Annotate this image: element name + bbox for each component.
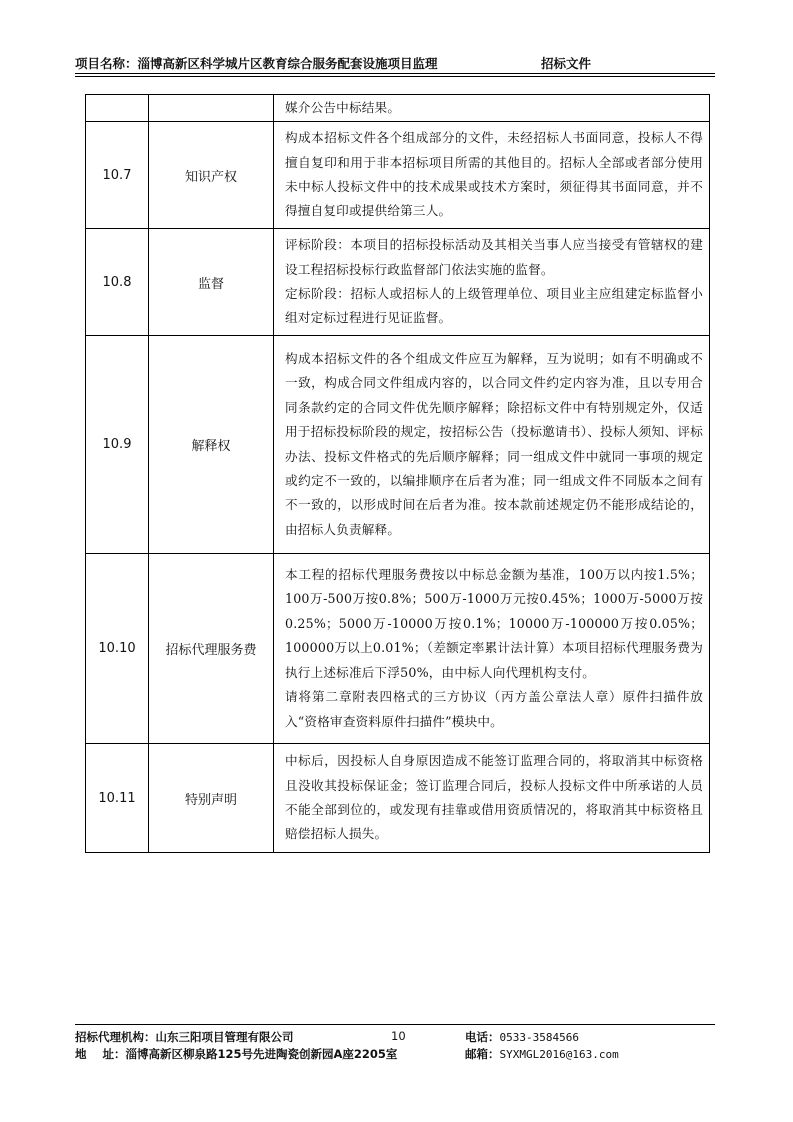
clause-paragraph: 评标阶段：本项目的招标投标活动及其相关当事人应当接受有管辖权的建设工程招标投标行政监督部门依法实施的监督。 — [285, 237, 703, 277]
table-row — [86, 744, 710, 853]
clauses-table — [85, 94, 710, 853]
table-row — [86, 122, 710, 229]
clause-number: 10.8 — [86, 229, 149, 336]
clause-content — [274, 336, 710, 554]
address-line — [75, 1046, 397, 1062]
clause-paragraph: 请将第二章附表四格式的三方协议（丙方盖公章法人章）原件扫描件放入“资格审查资料原件扫描件”模块中。 — [285, 689, 703, 729]
clause-number — [86, 95, 149, 122]
page-footer — [75, 1024, 715, 1061]
table-row — [86, 229, 710, 336]
phone-label: 电话： — [465, 1030, 500, 1044]
document-name: 招标文件 — [541, 56, 592, 71]
clause-name: 特别声明 — [149, 744, 274, 853]
table-row — [86, 95, 710, 122]
page-header — [75, 50, 715, 76]
email-label: 邮箱： — [465, 1047, 500, 1061]
clause-paragraph: 构成本招标文件各个组成部分的文件，未经招标人书面同意，投标人不得擅自复印和用于非本招标项目所需的其他目的。招标人全部或者部分使用未中标人投标文件中的技术成果或技术方案时，须征得其书面同意，并不得擅自复印或提供给第三人。 — [285, 130, 703, 219]
clause-paragraph: 中标后，因投标人自身原因造成不能签订监理合同的，将取消其中标资格且没收其投标保证金；签订监理合同后，投标人投标文件中所承诺的人员不能全部到位的，或发现有挂靠或借用资质情况的，将取消其中标资格且赔偿招标人损失。 — [285, 753, 703, 842]
header-rule-thin — [75, 76, 715, 77]
clause-number: 10.7 — [86, 122, 149, 229]
address-value: 淄博高新区柳泉路125号先进陶瓷创新园A座2205室 — [125, 1047, 398, 1061]
phone-line — [465, 1029, 579, 1045]
clause-number: 10.9 — [86, 336, 149, 554]
clause-content — [274, 95, 710, 122]
clause-paragraph: 定标阶段：招标人或招标人的上级管理单位、项目业主应组建定标监督小组对定标过程进行见证监督。 — [285, 286, 703, 326]
clause-content — [274, 744, 710, 853]
clause-number: 10.11 — [86, 744, 149, 853]
clause-name — [149, 95, 274, 122]
address-label: 地 址： — [75, 1047, 126, 1061]
clause-name: 招标代理服务费 — [149, 554, 274, 744]
clause-paragraph: 媒介公告中标结果。 — [285, 99, 401, 115]
email-value: SYXMGL2016@163.com — [499, 1048, 619, 1061]
clause-content — [274, 554, 710, 744]
clause-content — [274, 122, 710, 229]
phone-value: 0533-3584566 — [499, 1031, 579, 1044]
clause-name: 知识产权 — [149, 122, 274, 229]
agency-line — [75, 1029, 294, 1045]
agency-label: 招标代理机构： — [75, 1030, 156, 1044]
agency-value: 山东三阳项目管理有限公司 — [155, 1030, 294, 1044]
clause-content — [274, 229, 710, 336]
clause-number: 10.10 — [86, 554, 149, 744]
header-rule-thick — [75, 73, 715, 74]
page-number: 10 — [391, 1029, 406, 1043]
clause-paragraph: 本工程的招标代理服务费按以中标总金额为基准，100万以内按1.5%；100万-500万按0.8%；500万-1000万元按0.45%；1000万-5000万按0.25%；5000万-10000万按0.1%；10000万-100000万按0.05%；100000万以上0.01%；（差额定率累计法计算）本项目招标代理服务费为执行上述标准后下浮50%，由中标人向代理机构支付。 — [285, 567, 703, 680]
table-row — [86, 554, 710, 744]
table-row — [86, 336, 710, 554]
email-line — [465, 1046, 619, 1062]
footer-rule — [75, 1024, 715, 1025]
clause-name: 监督 — [149, 229, 274, 336]
clause-name: 解释权 — [149, 336, 274, 554]
clause-paragraph: 构成本招标文件的各个组成文件应互为解释，互为说明；如有不明确或不一致，构成合同文件组成内容的，以合同文件约定内容为准，且以专用合同条款约定的合同文件优先顺序解释；除招标文件中有特别规定外，仅适用于招标投标阶段的规定，按招标公告（投标邀请书）、投标人须知、评标办法、投标文件格式的先后顺序解释；同一组成文件中就同一事项的规定或约定不一致的，以编排顺序在后者为准；同一组成文件不同版本之间有不一致的，以形成时间在后者为准。按本款前述规定仍不能形成结论的，由招标人负责解释。 — [285, 350, 703, 537]
project-title: 项目名称：淄博高新区科学城片区教育综合服务配套设施项目监理 — [75, 56, 438, 71]
